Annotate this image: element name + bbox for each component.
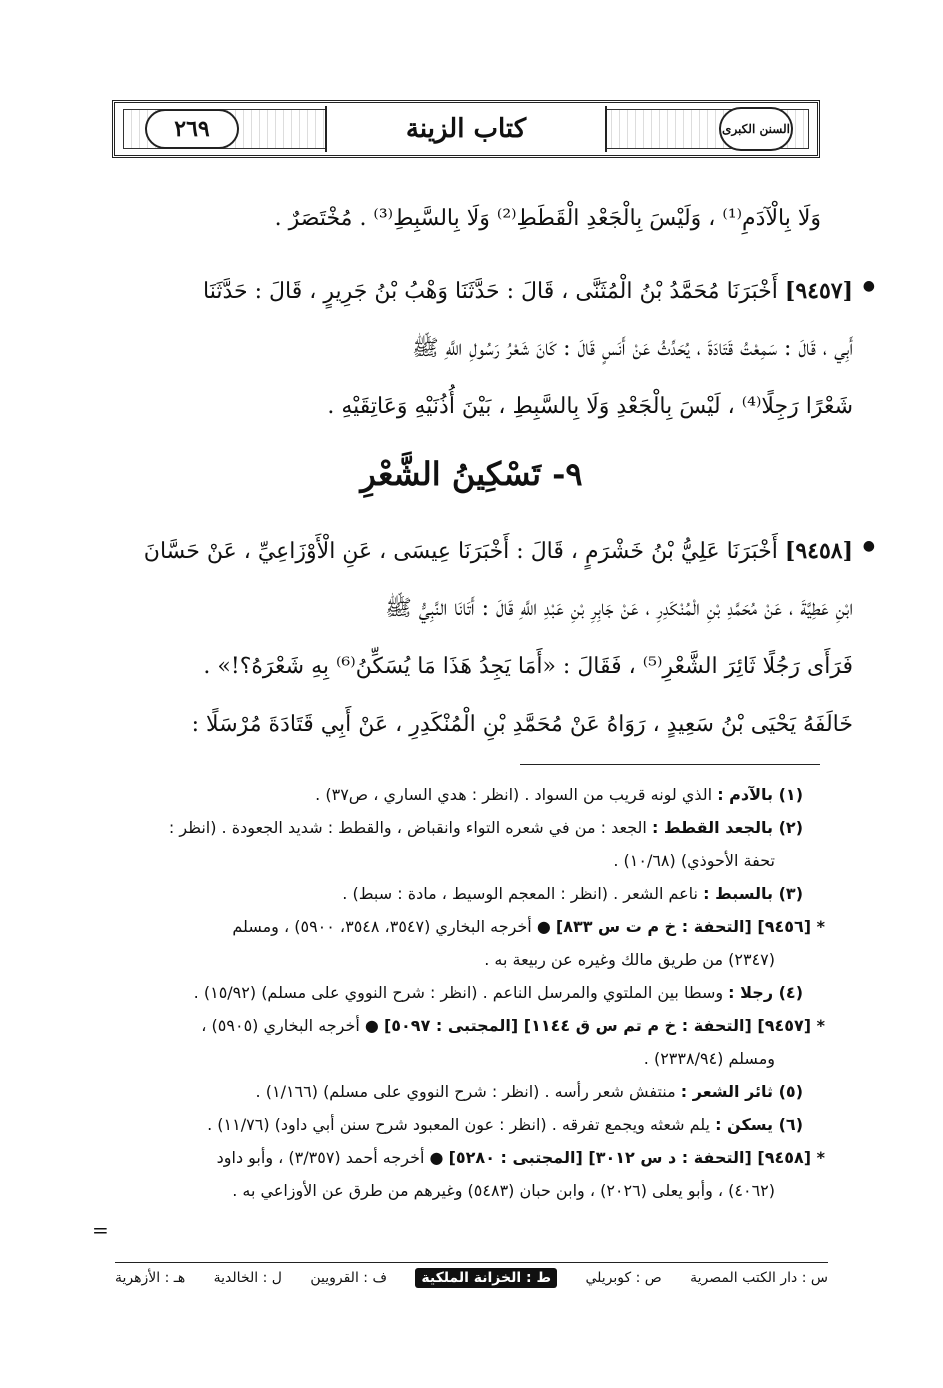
footnote-divider <box>520 764 820 765</box>
hadith-text: أَخْبَرَنَا مُحَمَّدُ بْنُ الْمُثَنَّى ، قَالَ : حَدَّثَنَا وَهْبُ بْنُ جَرِيرٍ ، قَالَ : حَدَّثَنَا <box>203 279 778 304</box>
page-number: ٢٦٩ <box>145 109 239 149</box>
takhrij-9456: * [٩٤٥٦] [التحفة : خ م ت س ٨٣٣] ● أخرجه البخاري (٣٥٤٧، ٣٥٤٨، ٥٩٠٠) ، ومسلم <box>232 917 825 936</box>
hadith-9458-line-3: فَرَأَى رَجُلًا ثَائِرَ الشَّعْرِ⁽⁵⁾ ، فَقَالَ : «أَمَا يَجِدُ هَذَا مَا يُسَكِّنُ⁽⁶⁾ بِهِ شَعْرَهُ؟!» . <box>203 654 853 679</box>
footnote-5: (٥) ثائر الشعر : منتفش شعر رأسه . (انظر : شرح النووي على مسلم) (١/١٦٦) . <box>255 1082 803 1101</box>
footnote-1: (١) بالآدم : الذي لونه قريب من السواد . (انظر : هدي الساري ، ص٣٧) . <box>315 785 803 804</box>
continuation-mark: = <box>92 1218 109 1242</box>
hadith-9457-line-3: شَعْرًا رَجِلًا⁽⁴⁾ ، لَيْسَ بِالْجَعْدِ وَلَا بِالسَّبِطِ ، بَيْنَ أُذُنَيْهِ وَعَاتِقَيْهِ . <box>327 394 853 419</box>
legend-s: س : دار الكتب المصرية <box>690 1270 828 1286</box>
takhrij-9458: * [٩٤٥٨] [التحفة : د س ٣٠١٢] [المجتبى : ٥٢٨٠] ● أخرجه أحمد (٣/٣٥٧) ، وأبو داود <box>216 1148 825 1167</box>
footnote-4: (٤) رجلا : وسطا بين الملتوي والمرسل الناعم . (انظر : شرح النووي على مسلم) (١٥/٩٢) . <box>193 983 803 1002</box>
legend-lam: ل : الخالدية <box>213 1270 282 1286</box>
hadith-9458-line-1 <box>113 522 853 581</box>
section-title: ٩- تَسْكِينُ الشَّعْرِ <box>360 455 583 493</box>
legend-divider <box>115 1262 828 1263</box>
takhrij-9456-cont: (٢٣٤٧) من طريق مالك وغيره عن ربيعة به . <box>484 950 775 969</box>
hadith-number: [٩٤٥٨] <box>784 538 853 564</box>
bullet-icon: ● <box>862 278 875 294</box>
bullet-icon: ● <box>862 538 875 554</box>
hadith-9458-line-2: ابْنِ عَطِيَّةَ ، عَنْ مُحَمَّدِ بْنِ الْمُنْكَدِرِ ، عَنْ جَابِرِ بْنِ عَبْدِ اللَّهِ قَالَ : أَتَانَا النَّبِيُّ ﷺ <box>385 596 853 621</box>
legend-fa: ف : القرويين <box>310 1270 387 1286</box>
manuscript-legend <box>115 1268 828 1288</box>
footnote-6: (٦) يسكن : يلم شعثه ويجمع تفرقه . (انظر : عون المعبود شرح سنن أبي داود) (١١/٧٦) . <box>207 1115 803 1134</box>
footnote-3: (٣) بالسبط : ناعم الشعر . (انظر : المعجم الوسيط ، مادة : سبط) . <box>342 884 803 903</box>
text-line-1: وَلَا بِالْآدَمِ⁽¹⁾ ، وَلَيْسَ بِالْجَعْدِ الْقَطَطِ⁽²⁾ وَلَا بِالسَّبِطِ⁽³⁾ . مُخْتَصَرٌ . <box>274 206 821 231</box>
chapter-title: كتاب الزينة <box>325 106 607 152</box>
hadith-9457-line-1 <box>113 262 853 321</box>
footnote-2: (٢) بالجعد القطط : الجعد : من في شعره التواء وانقباض ، والقطط : شديد الجعودة . (انظر : <box>168 818 803 837</box>
legend-ha: هـ : الأزهرية <box>115 1270 186 1286</box>
hadith-text: أَخْبَرَنَا عَلِيُّ بْنُ خَشْرَمٍ ، قَالَ : أَخْبَرَنَا عِيسَى ، عَنِ الْأَوْزَاعِيِّ ، عَنْ حَسَّانَ <box>143 539 778 564</box>
hadith-number: [٩٤٥٧] <box>784 278 853 304</box>
page-header <box>112 100 820 158</box>
legend-ta: ط : الخزانة الملكية <box>415 1268 557 1288</box>
book-logo: السنن الكبرى <box>719 107 793 151</box>
text-line-last: خَالَفَهُ يَحْيَى بْنُ سَعِيدٍ ، رَوَاهُ عَنْ مُحَمَّدِ بْنِ الْمُنْكَدِرِ ، عَنْ أَبِي قَتَادَةَ مُرْسَلًا : <box>191 712 853 737</box>
hadith-9457-line-2: أَبِي ، قَالَ : سَمِعْتُ قَتَادَةَ ، يُحَدِّثُ عَنْ أَنَسٍ قَالَ : كَانَ شَعْرُ رَسُولِ اللَّهِ ﷺ <box>412 336 853 361</box>
footnote-2-cont: تحفة الأحوذي) (١٠/٦٨) . <box>613 851 775 870</box>
takhrij-9457-cont: ومسلم (٢٣٣٨/٩٤) . <box>643 1049 775 1068</box>
legend-sad: ص : كوبريلي <box>585 1270 662 1286</box>
footnotes <box>110 778 825 1207</box>
takhrij-9457: * [٩٤٥٧] [التحفة : خ م تم س ق ١١٤٤] [المجتبى : ٥٠٩٧] ● أخرجه البخاري (٥٩٠٥) ، <box>201 1016 825 1035</box>
takhrij-9458-cont: (٤٠٦٢) ، وأبو يعلى (٢٠٢٦) ، وابن حبان (٥٤٨٣) وغيرهم من طرق عن الأوزاعي به . <box>232 1181 775 1200</box>
